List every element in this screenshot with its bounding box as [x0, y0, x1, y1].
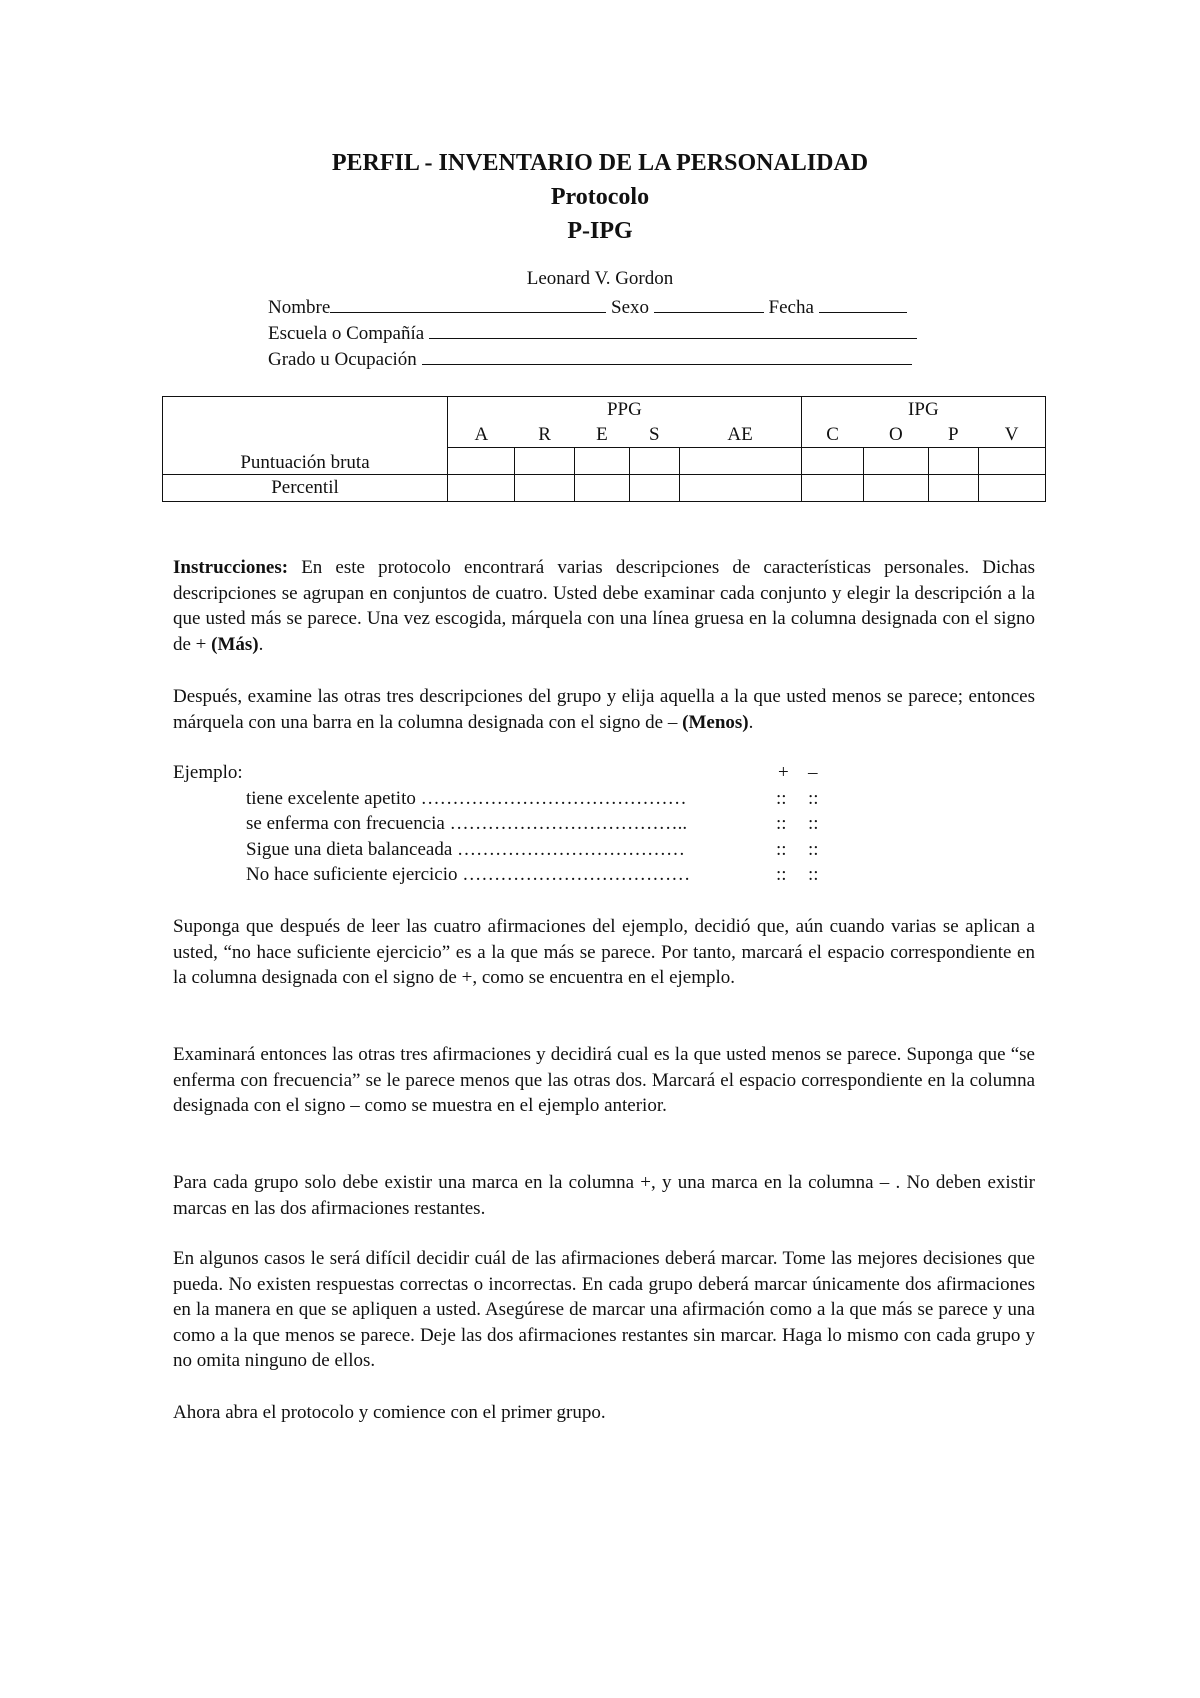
title-protocol: Protocolo — [550, 184, 650, 210]
sexo-field[interactable] — [654, 294, 764, 313]
score-cell-a[interactable] — [448, 448, 515, 475]
paragraph-suppose: Suponga que después de leer las cuatro afirmaciones del ejemplo, decidió que, aún cuando varias se aplican a usted, “no hace suficiente ejercicio” es a la que más se parece. Por tanto, marcará el espacio correspondiente en la columna designada con el signo de +, como se encuentra en el ejemplo. — [173, 916, 1035, 988]
author-name: Leonard V. Gordon — [526, 268, 674, 289]
col-header-a: A — [448, 423, 515, 448]
second-text: Después, examine las otras tres descripciones del grupo y elija aquella a la que usted menos se parece; entonces márquela con una barra en la columna designada con el signo de – — [173, 686, 1035, 733]
col-header-o: O — [863, 423, 928, 448]
title-code: P-IPG — [567, 218, 633, 244]
minus-mark-slot[interactable]: :: — [808, 864, 819, 885]
escuela-field[interactable] — [429, 320, 917, 339]
fecha-field[interactable] — [819, 294, 907, 313]
score-cell-c[interactable] — [801, 448, 863, 475]
example-item: No hace suficiente ejercicio ……………………………… :: :: — [173, 862, 243, 888]
col-header-ae: AE — [679, 423, 801, 448]
percentile-cell-c[interactable] — [801, 475, 863, 502]
ppg-header: PPG — [448, 397, 802, 424]
mas-label: (Más) — [211, 633, 259, 655]
paragraph-begin: Ahora abra el protocolo y comience con el primer grupo. — [173, 1402, 606, 1423]
escuela-label: Escuela o Compañía — [268, 323, 425, 344]
title-main: PERFIL - INVENTARIO DE LA PERSONALIDAD — [331, 150, 869, 176]
school-row — [268, 320, 917, 345]
plus-column-header: + — [778, 762, 789, 783]
example-item: tiene excelente apetito …………………………………… :: :: — [173, 786, 243, 812]
sexo-label: Sexo — [611, 297, 650, 318]
scores-table — [162, 396, 1046, 502]
document-title — [0, 146, 1200, 248]
col-header-s: S — [629, 423, 679, 448]
minus-column-header: – — [808, 762, 818, 783]
col-header-p: P — [928, 423, 978, 448]
score-cell-s[interactable] — [629, 448, 679, 475]
table-corner — [163, 397, 448, 424]
score-cell-ae[interactable] — [679, 448, 801, 475]
percentile-cell-s[interactable] — [629, 475, 679, 502]
plus-mark-slot[interactable]: :: — [776, 838, 787, 860]
row-label-percentil: Percentil — [163, 475, 448, 502]
second-paragraph — [173, 684, 1035, 735]
percentile-cell-a[interactable] — [448, 475, 515, 502]
grado-label: Grado u Ocupación — [268, 349, 417, 370]
percentile-cell-r[interactable] — [515, 475, 575, 502]
ipg-header: IPG — [801, 397, 1045, 424]
minus-mark-slot[interactable]: :: — [808, 813, 819, 834]
example-label: Ejemplo: — [173, 762, 243, 783]
name-sex-date-row — [268, 294, 907, 319]
col-header-c: C — [801, 423, 863, 448]
col-header-r: R — [515, 423, 575, 448]
percentile-cell-o[interactable] — [863, 475, 928, 502]
plus-mark-slot[interactable]: :: — [776, 813, 787, 834]
score-cell-p[interactable] — [928, 448, 978, 475]
fecha-label: Fecha — [768, 297, 814, 318]
percentile-cell-v[interactable] — [978, 475, 1045, 502]
example-block — [173, 760, 819, 888]
paragraph-examine: Examinará entonces las otras tres afirmaciones y decidirá cual es la que usted menos se parece. Suponga que “se enferma con frecuencia” se le parece menos que las otras dos. Marcará el espacio correspondiente en la columna designada con el signo – como se muestra en el ejemplo anterior. — [173, 1044, 1035, 1116]
plus-mark-slot[interactable]: :: — [776, 864, 787, 885]
nombre-label: Nombre — [268, 297, 331, 318]
instructions-end: . — [258, 633, 264, 655]
grade-row — [268, 346, 912, 371]
instructions-text: En este protocolo encontrará varias descripciones de características personales. Dichas descripciones se agrupan en conjuntos de cuatro. Usted debe examinar cada conjunto y elegir la descripción a la que usted más se parece. Una vez escogida, márquela con una línea gruesa en la columna designada con el signo de + — [173, 557, 1035, 655]
grado-field[interactable] — [422, 346, 912, 365]
percentile-cell-e[interactable] — [575, 475, 630, 502]
paragraph-one-mark: Para cada grupo solo debe existir una marca en la columna +, y una marca en la columna – . No deben existir marcas en las dos afirmaciones restantes. — [173, 1172, 1035, 1219]
second-end: . — [748, 711, 754, 733]
col-header-e: E — [575, 423, 630, 448]
score-cell-v[interactable] — [978, 448, 1045, 475]
col-header-v: V — [978, 423, 1045, 448]
example-item: se enferma con frecuencia ……………………………….. :: :: — [173, 811, 243, 837]
paragraph-difficult: En algunos casos le será difícil decidir cuál de las afirmaciones deberá marcar. Tome las mejores decisiones que pueda. No existen respuestas correctas o incorrectas. En cada grupo deberá marcar únicamente dos afirmaciones en la manera en que se apliquen a usted. Asegúrese de marcar una afirmación como a la que más se parece y una como a la que menos se parece. Deje las dos afirmaciones restantes sin marcar. Haga lo mismo con cada grupo y no omita ninguno de ellos. — [173, 1248, 1035, 1371]
instructions-label: Instrucciones: — [173, 557, 289, 578]
menos-label: (Menos) — [682, 711, 749, 733]
minus-mark-slot[interactable]: :: — [808, 787, 819, 809]
percentile-cell-ae[interactable] — [679, 475, 801, 502]
score-cell-e[interactable] — [575, 448, 630, 475]
percentile-cell-p[interactable] — [928, 475, 978, 502]
minus-mark-slot[interactable]: :: — [808, 838, 819, 860]
plus-mark-slot[interactable]: :: — [776, 787, 787, 809]
nombre-field[interactable] — [330, 294, 606, 313]
score-cell-o[interactable] — [863, 448, 928, 475]
example-item: Sigue una dieta balanceada ……………………………… :: :: — [173, 837, 243, 863]
row-label-puntuacion: Puntuación bruta — [163, 423, 448, 475]
instructions-paragraph — [173, 555, 1035, 657]
score-cell-r[interactable] — [515, 448, 575, 475]
